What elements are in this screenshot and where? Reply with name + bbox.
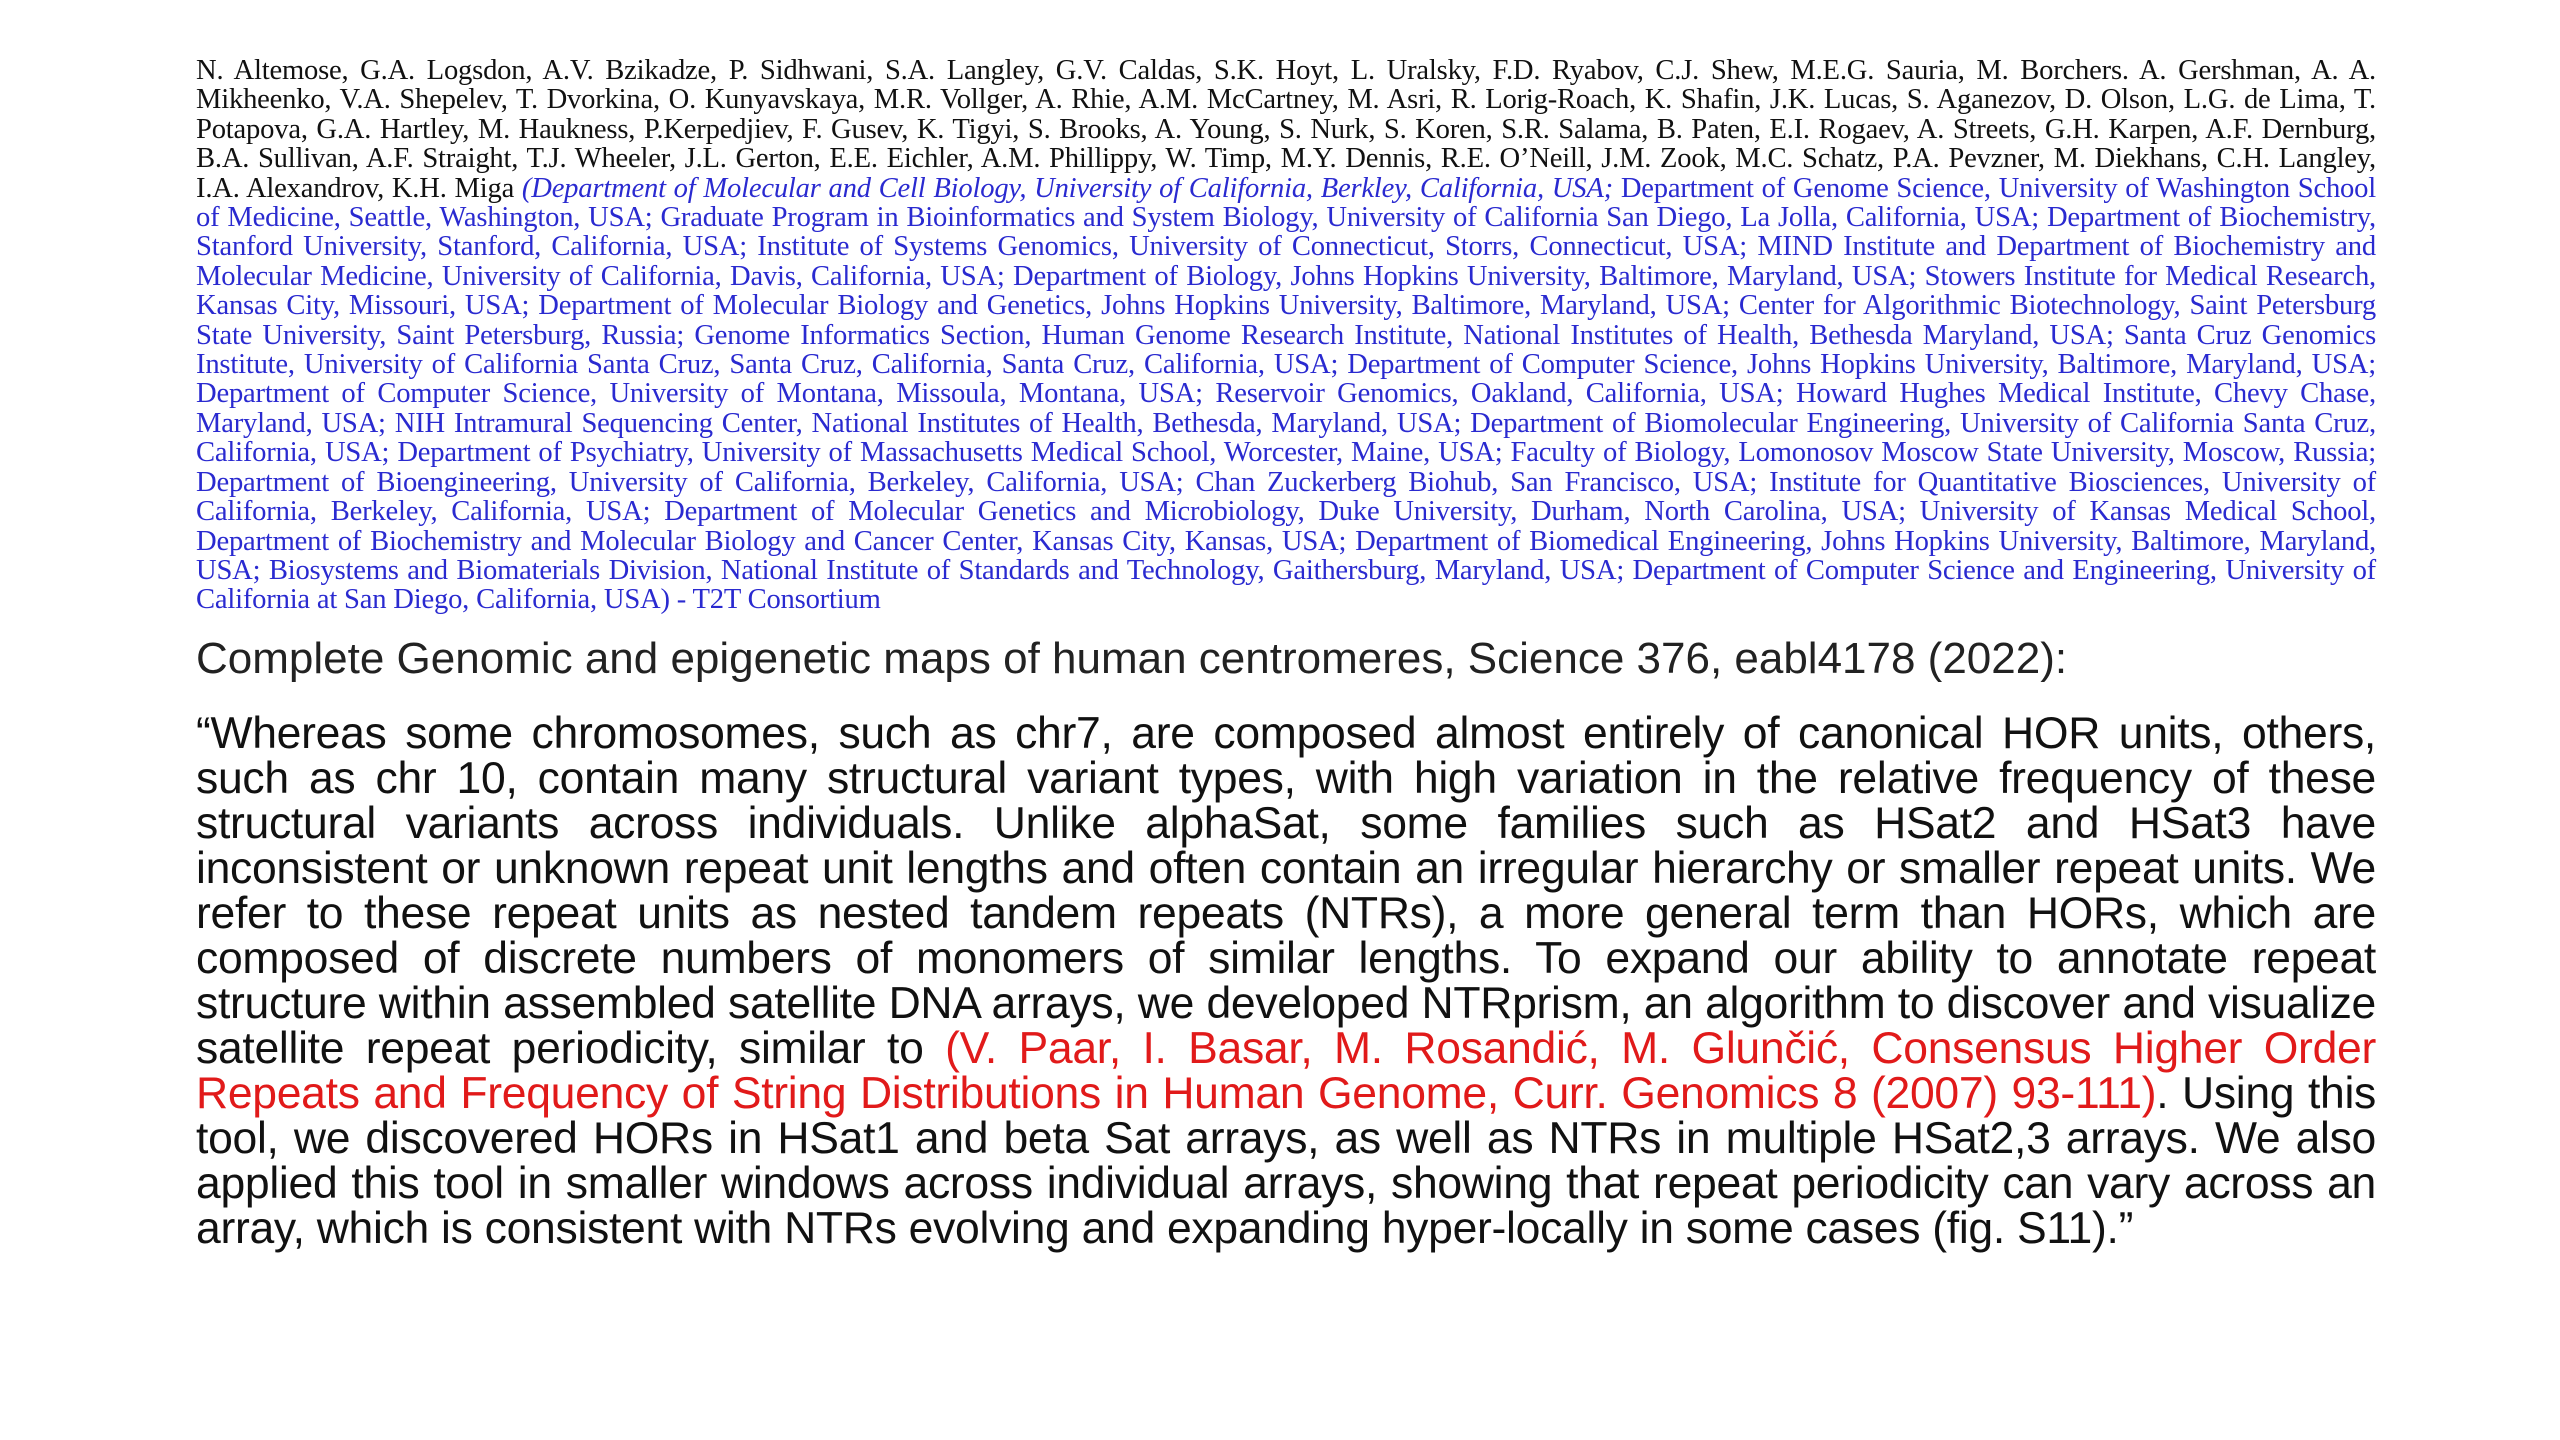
first-affiliation: (Department of Molecular and Cell Biology, University of California, Berkley, California, USA; xyxy=(521,172,1613,204)
paper-title: Complete Genomic and epigenetic maps of human centromeres, Science 376, eabl4178 (2022): xyxy=(196,633,2068,683)
affiliation-list: Department of Genome Science, University of Washington School of Medicine, Seattle, Washington, USA; Graduate Program in Bioinformatics and System Biology, University of California San Diego, La Jolla, California, USA; Department of Biochemistry, Stanford University, Stanford, California, USA; Institute of Systems Genomics, University of Connecticut, Storrs, Connecticut, USA; MIND Institute and Department of Biochemistry and Molecular Medicine, University of California, Davis, California, USA; Department of Biology, Johns Hopkins University, Baltimore, Maryland, USA; Stowers Institute for Medical Research, Kansas City, Missouri, USA; Department of Molecular Biology and Genetics, Johns Hopkins University, Baltimore, Maryland, USA; Center for Algorithmic Biotechnology, Saint Petersburg State University, Saint Petersburg, Russia; Genome Informatics Section, Human Genome Research Institute, National Institutes of Health, Bethesda Maryland, USA; Santa Cruz Genomics Institute, University of California Santa Cruz, Santa Cruz, California, Santa Cruz, California, USA; Department of Computer Science, Johns Hopkins University, Baltimore, Maryland, USA; Department of Computer Science, University of Montana, Missoula, Montana, USA; Reservoir Genomics, Oakland, California, USA; Howard Hughes Medical Institute, Chevy Chase, Maryland, USA; NIH Intramural Sequencing Center, National Institutes of Health, Bethesda, Maryland, USA; Department of Biomolecular Engineering, University of California Santa Cruz, California, USA; Department of Psychiatry, University of Massachusetts Medical School, Worcester, Maine, USA; Faculty of Biology, Lomonosov Moscow State University, Moscow, Russia; Department of Bioengineering, University of California, Berkeley, California, USA; Chan Zuckerberg Biohub, San Francisco, USA; Institute for Quantitative Biosciences, University of California, Berkeley, California, USA; Department of Molecular Genetics and Microbiology, Duke University, Durham, North Carolina, USA; University of Kansas Medical School, Department of Biochemistry and Molecular Biology and Cancer Center, Kansas City, Kansas, USA; Department of Biomedical Engineering, Johns Hopkins University, Baltimore, Maryland, USA; Biosystems and Biomaterials Division, National Institute of Standards and Technology, Gaithersburg, Maryland, USA; Department of Computer Science and Engineering, University of California at San Diego, California, USA) - T2T Consortium xyxy=(196,172,2376,616)
slide-content xyxy=(196,56,2376,1251)
cited-reference: (V. Paar, I. Basar, M. Rosandić, M. Glunčić, Consensus Higher Order Repeats and Frequency of String Distributions in Human Genome, Curr. Genomics 8 (2007) 93-111) xyxy=(196,1023,2376,1118)
author-list: N. Altemose, G.A. Logsdon, A.V. Bzikadze, P. Sidhwani, S.A. Langley, G.V. Caldas, S.K. Hoyt, L. Uralsky, F.D. Ryabov, C.J. Shew, M.E.G. Sauria, M. Borchers. A. Gershman, A. A. Mikheenko, V.A. Shepelev, T. Dvorkina, O. Kunyavskaya, M.R. Vollger, A. Rhie, A.M. McCartney, M. Asri, R. Lorig-Roach, K. Shafin, J.K. Lucas, S. Aganezov, D. Olson, L.G. de Lima, T. Potapova, G.A. Hartley, M. Haukness, P.Kerpedjiev, F. Gusev, K. Tigyi, S. Brooks, A. Young, S. Nurk, S. Koren, S.R. Salama, B. Paten, E.I. Rogaev, A. Streets, G.H. Karpen, A.F. Dernburg, B.A. Sullivan, A.F. Straight, T.J. Wheeler, J.L. Gerton, E.E. Eichler, A.M. Phillippy, W. Timp, M.Y. Dennis, R.E. O’Neill, J.M. Zook, M.C. Schatz, P.A. Pevzner, M. Diekhans, C.H. Langley, I.A. Alexandrov, K.H. Miga xyxy=(196,55,2376,204)
quote-text-end: . Using this tool, we discovered HORs in HSat1 and beta Sat arrays, as well as NTRs in multiple HSat2,3 arrays. We also applied this tool in smaller windows across individual arrays, showing that repeat periodicity can vary across an array, which is consistent with NTRs evolving and expanding hyper-locally in some cases (fig. S11).” xyxy=(196,1068,2376,1253)
quote-paragraph xyxy=(196,708,2376,1253)
author-affiliation-block xyxy=(196,56,2376,615)
quote-text-start: “Whereas some chromosomes, such as chr7, are composed almost entirely of canonical HOR units, others, such as chr 10, contain many structural variant types, with high variation in the relative frequency of these structural variants across individuals. Unlike alphaSat, some families such as HSat2 and HSat3 have inconsistent or unknown repeat unit lengths and often contain an irregular hierarchy or smaller repeat units. We refer to these repeat units as nested tandem repeats (NTRs), a more general term than HORs, which are composed of discrete numbers of monomers of similar lengths. To expand our ability to annotate repeat structure within assembled satellite DNA arrays, we developed NTRprism, an algorithm to discover and visualize satellite repeat periodicity, similar to xyxy=(196,708,2376,1073)
